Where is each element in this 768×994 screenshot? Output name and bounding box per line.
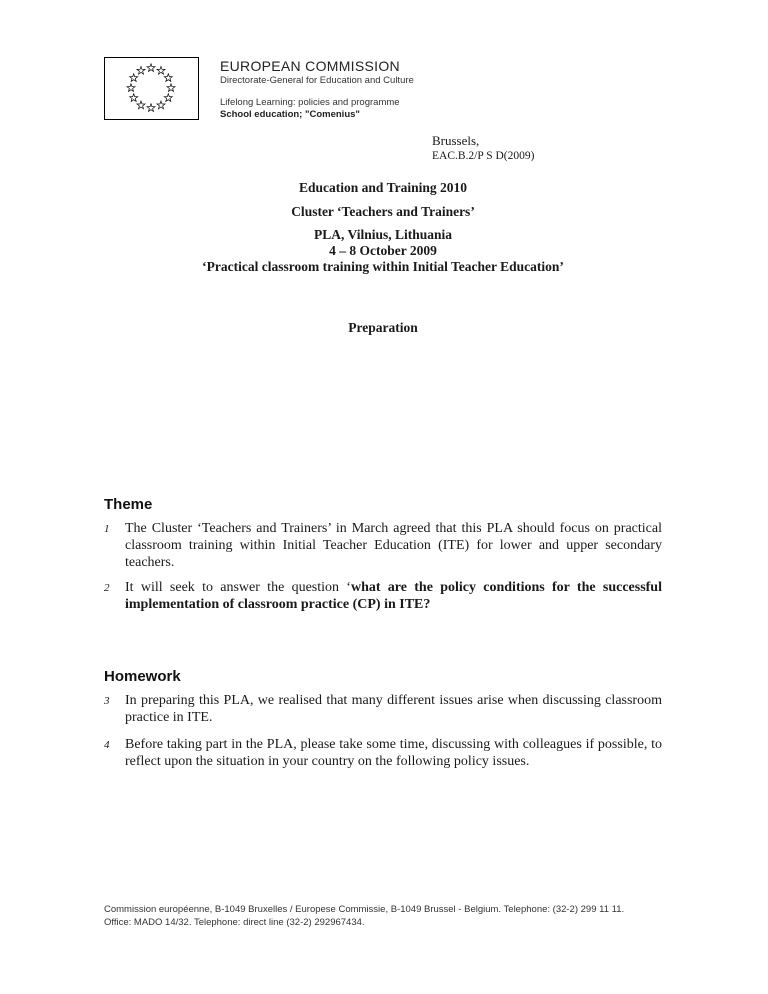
reference-line: EAC.B.2/P S D(2009) (432, 150, 535, 162)
item-text (125, 520, 662, 571)
org-name: EUROPEAN COMMISSION (220, 58, 400, 74)
page-footer (104, 903, 668, 929)
list-item (104, 736, 662, 770)
programme-line: Lifelong Learning: policies and programme (220, 97, 400, 108)
item-text-normal: In preparing this PLA, we realised that many different issues arise when discussing classroom practice in ITE. (125, 693, 662, 725)
item-number: 4 (104, 739, 110, 751)
directorate-line: Directorate-General for Education and Culture (220, 75, 414, 86)
title-line-3: PLA, Vilnius, Lithuania (313, 227, 453, 242)
footer-line-1: Commission européenne, B-1049 Bruxelles / Europese Commissie, B-1049 Brussel - Belgium. Telephone: (32-2) 299 11 11. (104, 904, 625, 915)
place-line: Brussels, (432, 133, 480, 148)
item-text (125, 736, 662, 770)
title-line-5: ‘Practical classroom training within Initial Teacher Education’ (202, 259, 564, 274)
place-date-block (432, 133, 662, 164)
item-number: 2 (104, 582, 110, 594)
section-heading-theme: Theme (104, 496, 153, 513)
item-number: 3 (104, 695, 110, 707)
section-heading-homework: Homework (104, 668, 181, 685)
list-item (104, 520, 662, 571)
item-text-bold: what are the policy conditions for the successful implementation of classroom practice (CP) in ITE? (125, 580, 662, 612)
footer-line-2: Office: MADO 14/32. Telephone: direct line (32-2) 292967434. (104, 917, 365, 928)
item-text-normal: Before taking part in the PLA, please take some time, discussing with colleagues if possible, to reflect upon the situation in your country on the following policy issues. (125, 737, 662, 769)
list-item (104, 692, 662, 726)
unit-line: School education; "Comenius" (220, 109, 360, 120)
subtitle: Preparation (348, 320, 418, 335)
item-text-normal: It will seek to answer the question ‘ (125, 580, 351, 595)
item-number: 1 (104, 523, 110, 535)
title-block (104, 179, 662, 336)
list-item (104, 579, 662, 613)
letterhead (104, 57, 662, 121)
eu-flag-icon (104, 57, 199, 120)
title-line-group (104, 227, 662, 275)
title-line-4: 4 – 8 October 2009 (329, 243, 437, 258)
item-text-normal: The Cluster ‘Teachers and Trainers’ in March agreed that this PLA should focus on practical classroom training within Initial Teacher Education (ITE) for lower and upper secondary teachers. (125, 521, 662, 570)
title-line-2: Cluster ‘Teachers and Trainers’ (291, 204, 475, 219)
item-text (125, 692, 662, 726)
title-line-1: Education and Training 2010 (299, 180, 467, 195)
item-text (125, 579, 662, 613)
letterhead-text (220, 57, 414, 121)
